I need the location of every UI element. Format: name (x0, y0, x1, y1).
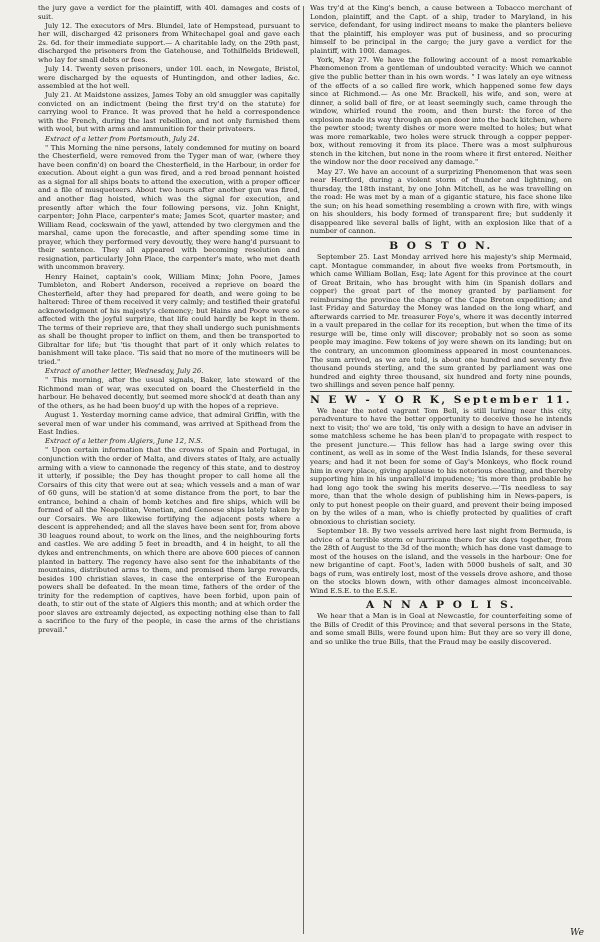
section-rule (310, 391, 572, 392)
article-paragraph: " This Morning the nine persons, lately condemned for mutiny on board the Chesterfield, were removed from the Tyger man of war, (where they have been confin'd) on board the Chesterfield, in the Harbour, in order for execution. About eight a gun was fired, and a red broad pennant hoisted as a signal for all ships boats to attend the execution, with a proper officer and a file of musqueteers. About two hours after another gun was fired, and another flag hoisted, which was the signal for execution, and presently after which the four following persons, viz. John Knight, carpenter; John Place, carpenter's mate; James Scot, quarter master; and William Read, cockswain of the yawl, attended by two clergymen and the marshal, came upon the forecastle, and after spending some time in prayer, which they performed very devoutly, they were hang'd pursuant to their sentence. They all appeared with becoming resolution and resignation, particularly John Place, the carpenter's mate, who met death with uncommon bravery. (38, 143, 300, 272)
article-paragraph: May 27. We have an account of a surprizing Phenomenon that was seen near Hertford, during a violent storm of thunder and lightning, on thursday, the 18th instant, by one John Mitchell, as he was travelling on the road: He was met by a man of a gigantic stature, his face shone like the sun; on his head something resembling a crown with fire, with wings on his shoulders, his body formed of transparent fire; but suddenly it disappeared like several balls of light, with an explosion like that of a number of cannon. (310, 167, 572, 236)
section-rule (310, 237, 572, 238)
article-paragraph: the jury gave a verdict for the plaintiff, with 40l. damages and costs of suit. (38, 4, 300, 21)
article-paragraph: July 14. Twenty seven prisoners, under 10l. each, in Newgate, Bristol, were discharged by the equests of Huntingdon, and other ladies, &c. assembled at the hot well. (38, 65, 300, 91)
article-paragraph: " Upon certain information that the crowns of Spain and Portugal, in conjunction with the order of Malta, and divers states of Italy, are actually arming with a view to cannonade the regency of this state, and to destroy it utterly, if possible; the Dey has thought proper to call home all the Corsairs of this city that were out at sea; which vessels and a man of war of 60 guns, will be station'd at some distance from the port, to bar the entrance, behind a chain of bomb ketches and fire ships, which will be formed of all the Neapolitan, Venetian, and Genoese ships lately taken by our Corsairs. We are likewise fortifying the adjacent posts where a descent is apprehended; and all the slaves have been sent for, from above 30 leagues round about, to work on the lines, and the neighbouring forts and castles. We are adding 5 feet in breadth, and 4 in height, to all the dykes and entrenchments, on which there are above 600 pieces of cannon planted in battery. The regency have also sent for the inhabitants of the mountains, distributed arms to them, and promised them large rewards, besides 100 christian slaves, in case the enterprise of the European powers shall be defeated. In the mean time, fathers of the order of the trinity for the redemption of captives, have been forbid, upon pain of death, to stir out of the state of Algiers this month; and at which order the poor slaves are extreamly dejected, as expecting nothing else than to fall a sacrifice to the fury of the people, in case the arms of the christians prevail." (38, 446, 300, 634)
article-paragraph: Was try'd at the King's bench, a cause between a Tobacco merchant of London, plaintiff, and the Capt. of a ship, trader to Maryland, in his service, defendant, for using indirect means to make the planters believe that the plaintiff, his employer was put of business, and so procuring himself to be principal in the cargo; the jury gave a verdict for the plaintiff, with 100l. damages. (310, 4, 572, 55)
article-paragraph: August 1. Yesterday morning came advice, that admiral Griffin, with the several men of war under his command, was arrived at Spithead from the East Indies. (38, 411, 300, 437)
left-column (38, 4, 300, 934)
article-paragraph: July 21. At Maidstone assizes, James Toby an old smuggler was capitally convicted on an indictment (being the first try'd on the statute) for carrying wool to France. It was proved that he held a correspondence with the French, during the last rebellion, and not only furnished them with wool, but with arms and ammunition for their privateers. (38, 91, 300, 134)
article-paragraph: We hear the noted vagrant Tom Bell, is still lurking near this city, peradventure to have the better opportunity to deceive those he intends next to visit; tho' we are told, 'tis only with a design to have an adviser in some matchless scheme he has been plan'd to propagate with respect to the present juncture.— This fellow has had a large swing over this continent, as well as in some of the West India Islands, for these several years; and had it not been for some of Gay's Monkeys, who flock round him in every place, giving applause to his notorious cheating, and thereby supporting him in his unparallel'd impudence; 'tis more than probable he had long ago took the swing his merits deserve.—'Tis needless to say more, than that the whole design of publishing him in News-papers, is only to put honest people on their guard, and prevent their being imposed on by the wiles of a man, who is chiefly protected by qualities of craft obnoxious to christian society. (310, 406, 572, 526)
article-paragraph: September 25. Last Monday arrived here his majesty's ship Mermaid, capt. Montague commander, in about five weeks from Portsmouth, in which came William Bollan, Esq; late Agent for this province at the court of Great Britain, who has brought with him (in Spanish dollars and copper) the great part of the money granted by parliament for reimbursing the province the charge of the Cape Breton expedition; and last Friday and Saturday the Money was landed on the long wharf, and afterwards carried to Mr. treasurer Foye's, where it was decently interred in a vault prepared in the cellar for its reception, but when the time of its resurge will be, time only will discover; probably not so soon as some people may imagine. Few tokens of joy were shewn on its landing; but on the contrary, an uncommon gloominess appeared in most countenances. The sum arrived, as we are told, is about one hundred and seventy five thousand pounds sterling, and the sum granted by parliament was one hundred and eighty three thousand, six hundred and forty nine pounds, two shillings and seven pence half penny. (310, 252, 572, 390)
column-divider (303, 6, 304, 934)
section-rule (310, 596, 572, 597)
right-column (310, 4, 572, 934)
article-paragraph: " This morning, after the usual signals, Baker, late steward of the Richmond man of war, was executed on board the Chesterfield in the harbour. He behaved decently, but seemed more shock'd at death than any of the others, as he had been buoy'd up with the hopes of a reprieve. (38, 376, 300, 410)
section-heading-newyork: N E W - Y O R K, September 11. (310, 393, 572, 406)
article-paragraph: September 18. By two vessels arrived here last night from Bermuda, is advice of a terrible storm or hurricane there for six days together, from the 28th of August to the 3d of the month; which has done vast damage to most of the houses on the island, and the vessels in the harbour: One for new brigantine of capt. Foot's, laden with 5000 bushels of salt, and 30 bags of rum, was entirely lost, most of the vessels drove ashore, and those on the stocks blown down, with other damages almost inconceivable. Wind E.S.E. to the E.S.E. (310, 526, 572, 595)
section-heading-annapolis: A N N A P O L I S. (366, 599, 516, 612)
catchword: We (570, 928, 584, 938)
article-paragraph: July 12. The executors of Mrs. Blundel, late of Hempstead, pursuant to her will, discharged 42 prisoners from Whitechapel goal and gave each 2s. 6d. for their immediate support.— A charitable lady, on the 29th past, discharged the prisoners from the Gatehouse, and Tothilfields Bridewell, who lay for small debts or fees. (38, 21, 300, 64)
letter-heading: Extract of a letter from Portsmouth, July 24. (45, 134, 200, 143)
section-heading-boston: B O S T O N. (389, 239, 493, 252)
letter-heading: Extract of another letter, Wednesday, July 26. (45, 367, 204, 376)
article-paragraph: York, May 27. We have the following account of a most remarkable Phænomenon from a gentleman of undoubted veracity: Which we cannot give the public better than in his own words. " I was lately an eye witness of the effects of a so called fire work, which happened some few days since at Richmond.— As one Mr. Brackell, his wife, and son, were at dinner, a solid ball of fire, or at least seemingly such, came through the window, whirled round the room, and then burst: the force of the explosion made its way through an open door into the back kitchen, where the pewter stood; twenty dishes or more were melted to holes; but what was more remarkable, two holes were struck through a copper pepper-box, without removing it from its place. There was a most sulphurous stench in the kitchen, but none in the room where it first entered. Neither the window nor the door received any damage." (310, 55, 572, 167)
article-paragraph: We hear that a Man is in Goal at Newcastle, for counterfeiting some of the Bills of Credit of this Province; and that several persons in the State, and some small Bills, were found upon him: But they are so very ill done, and so unlike the true Bills, that the Fraud may be easily discovered. (310, 612, 572, 646)
article-paragraph: Henry Hainet, captain's cook, William Minx; John Poore, James Tumbleton, and Robert Anderson, received a reprieve on board the Chesterfield, after they had prepared for death, and were going to be haltered: Three of them received it very calmly; and testified their grateful acknowledgment of his majesty's clemency; but Hains and Poore were so affected with the joyful surprize, that life could hardly be kept in them. The terms of their reprieve are, that they shall undergo such punishments as shall be thought proper to inflict on them, and then be transported to Gibraltar for life; but 'tis thought that part of it only which relates to banishment will take place. 'Tis said that no more of the mutineers will be tried." (38, 272, 300, 366)
letter-heading: Extract of a letter from Algiers, June 12, N.S. (45, 437, 203, 446)
